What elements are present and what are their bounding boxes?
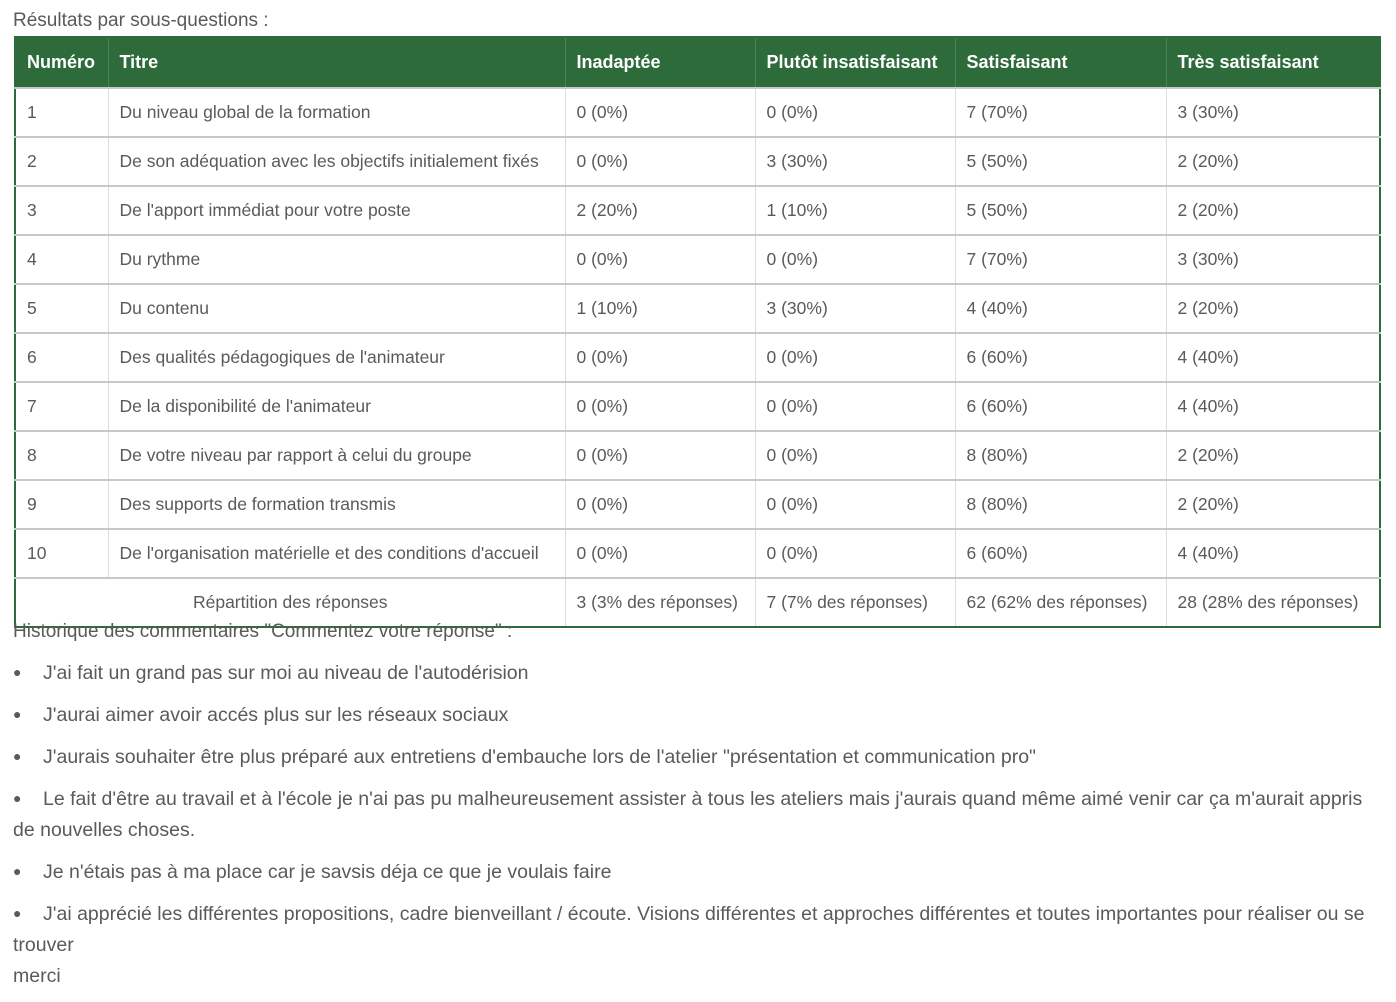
cell-titre: De son adéquation avec les objectifs initialement fixés <box>108 137 565 186</box>
cell-satisfaisant: 4 (40%) <box>955 284 1166 333</box>
cell-titre: Du rythme <box>108 235 565 284</box>
cell-plutot-insatisfaisant: 3 (30%) <box>755 137 955 186</box>
cell-satisfaisant: 8 (80%) <box>955 431 1166 480</box>
table-header-row <box>15 37 1380 88</box>
column-header-titre: Titre <box>108 37 565 88</box>
cell-tres-satisfaisant: 4 (40%) <box>1166 382 1380 431</box>
cell-tres-satisfaisant: 4 (40%) <box>1166 333 1380 382</box>
results-table <box>14 36 1381 628</box>
table-row <box>15 480 1380 529</box>
cell-numero: 5 <box>15 284 108 333</box>
table-row <box>15 382 1380 431</box>
comment-item <box>13 741 1385 773</box>
table-row <box>15 137 1380 186</box>
comment-item <box>13 657 1385 689</box>
cell-satisfaisant: 6 (60%) <box>955 333 1166 382</box>
comment-text: J'aurais souhaiter être plus préparé aux entretiens d'embauche lors de l'atelier "présentation et communication pro" <box>43 746 1036 768</box>
cell-inadaptee: 0 (0%) <box>565 88 755 137</box>
comment-text: Je n'étais pas à ma place car je savsis déja ce que je voulais faire <box>43 861 612 883</box>
cell-titre: Du contenu <box>108 284 565 333</box>
cell-titre: Du niveau global de la formation <box>108 88 565 137</box>
cell-inadaptee: 1 (10%) <box>565 284 755 333</box>
comment-text: J'aurai aimer avoir accés plus sur les réseaux sociaux <box>43 704 509 726</box>
cell-inadaptee: 0 (0%) <box>565 137 755 186</box>
cell-inadaptee: 0 (0%) <box>565 235 755 284</box>
cell-tres-satisfaisant: 2 (20%) <box>1166 186 1380 235</box>
cell-satisfaisant: 6 (60%) <box>955 529 1166 578</box>
table-row <box>15 284 1380 333</box>
cell-titre: Des qualités pédagogiques de l'animateur <box>108 333 565 382</box>
cell-numero: 7 <box>15 382 108 431</box>
summary-value: 28 (28% des réponses) <box>1166 578 1380 627</box>
cell-plutot-insatisfaisant: 1 (10%) <box>755 186 955 235</box>
table-row <box>15 431 1380 480</box>
cell-plutot-insatisfaisant: 3 (30%) <box>755 284 955 333</box>
cell-numero: 6 <box>15 333 108 382</box>
comment-item <box>13 856 1385 888</box>
cell-satisfaisant: 5 (50%) <box>955 137 1166 186</box>
table-row <box>15 529 1380 578</box>
cell-plutot-insatisfaisant: 0 (0%) <box>755 88 955 137</box>
comment-text: J'ai fait un grand pas sur moi au niveau de l'autodérision <box>43 662 529 684</box>
cell-satisfaisant: 8 (80%) <box>955 480 1166 529</box>
summary-value: 62 (62% des réponses) <box>955 578 1166 627</box>
cell-titre: Des supports de formation transmis <box>108 480 565 529</box>
cell-tres-satisfaisant: 2 (20%) <box>1166 284 1380 333</box>
bullet-icon: ● <box>13 664 22 680</box>
cell-tres-satisfaisant: 3 (30%) <box>1166 235 1380 284</box>
cell-titre: De l'organisation matérielle et des conditions d'accueil <box>108 529 565 578</box>
cell-titre: De la disponibilité de l'animateur <box>108 382 565 431</box>
comments-title: Historique des commentaires "Commentez votre réponse" : <box>13 621 513 642</box>
cell-inadaptee: 0 (0%) <box>565 480 755 529</box>
bullet-icon: ● <box>13 863 22 879</box>
bullet-icon: ● <box>13 706 22 722</box>
cell-plutot-insatisfaisant: 0 (0%) <box>755 529 955 578</box>
cell-tres-satisfaisant: 4 (40%) <box>1166 529 1380 578</box>
cell-numero: 10 <box>15 529 108 578</box>
cell-inadaptee: 0 (0%) <box>565 431 755 480</box>
summary-value: 7 (7% des réponses) <box>755 578 955 627</box>
cell-satisfaisant: 7 (70%) <box>955 88 1166 137</box>
cell-plutot-insatisfaisant: 0 (0%) <box>755 480 955 529</box>
table-row <box>15 333 1380 382</box>
cell-tres-satisfaisant: 2 (20%) <box>1166 137 1380 186</box>
cell-satisfaisant: 7 (70%) <box>955 235 1166 284</box>
cell-numero: 3 <box>15 186 108 235</box>
summary-label: Répartition des réponses <box>15 578 565 627</box>
cell-titre: De votre niveau par rapport à celui du groupe <box>108 431 565 480</box>
comment-item <box>13 699 1385 731</box>
column-header-satisfaisant: Satisfaisant <box>955 37 1166 88</box>
table-row <box>15 88 1380 137</box>
cell-inadaptee: 0 (0%) <box>565 529 755 578</box>
cell-plutot-insatisfaisant: 0 (0%) <box>755 333 955 382</box>
section-title: Résultats par sous-questions : <box>13 10 269 31</box>
summary-value: 3 (3% des réponses) <box>565 578 755 627</box>
cell-numero: 1 <box>15 88 108 137</box>
cell-satisfaisant: 5 (50%) <box>955 186 1166 235</box>
cell-numero: 4 <box>15 235 108 284</box>
cell-tres-satisfaisant: 2 (20%) <box>1166 431 1380 480</box>
cell-tres-satisfaisant: 3 (30%) <box>1166 88 1380 137</box>
table-row <box>15 235 1380 284</box>
cell-titre: De l'apport immédiat pour votre poste <box>108 186 565 235</box>
cell-plutot-insatisfaisant: 0 (0%) <box>755 431 955 480</box>
table-body <box>15 88 1380 627</box>
comment-text: Le fait d'être au travail et à l'école je n'ai pas pu malheureusement assister à tous les ateliers mais j'aurais quand même aimé venir car ça m'aurait appris de nouvelles choses. <box>13 788 1363 841</box>
cell-inadaptee: 0 (0%) <box>565 333 755 382</box>
table-row <box>15 186 1380 235</box>
comment-item <box>13 898 1385 992</box>
bullet-icon: ● <box>13 790 22 806</box>
cell-inadaptee: 0 (0%) <box>565 382 755 431</box>
column-header-plutot-insatisfaisant: Plutôt insatisfaisant <box>755 37 955 88</box>
column-header-numero: Numéro <box>15 37 108 88</box>
cell-plutot-insatisfaisant: 0 (0%) <box>755 235 955 284</box>
bullet-icon: ● <box>13 748 22 764</box>
cell-tres-satisfaisant: 2 (20%) <box>1166 480 1380 529</box>
cell-inadaptee: 2 (20%) <box>565 186 755 235</box>
cell-satisfaisant: 6 (60%) <box>955 382 1166 431</box>
comment-item <box>13 783 1385 846</box>
cell-plutot-insatisfaisant: 0 (0%) <box>755 382 955 431</box>
comments-list <box>13 657 1385 1002</box>
cell-numero: 8 <box>15 431 108 480</box>
bullet-icon: ● <box>13 905 22 921</box>
column-header-tres-satisfaisant: Très satisfaisant <box>1166 37 1380 88</box>
comment-text: J'ai apprécié les différentes propositions, cadre bienveillant / écoute. Visions différentes et approches différentes et toutes importantes pour réaliser ou se trouver merci <box>13 903 1365 987</box>
cell-numero: 2 <box>15 137 108 186</box>
column-header-inadaptee: Inadaptée <box>565 37 755 88</box>
cell-numero: 9 <box>15 480 108 529</box>
